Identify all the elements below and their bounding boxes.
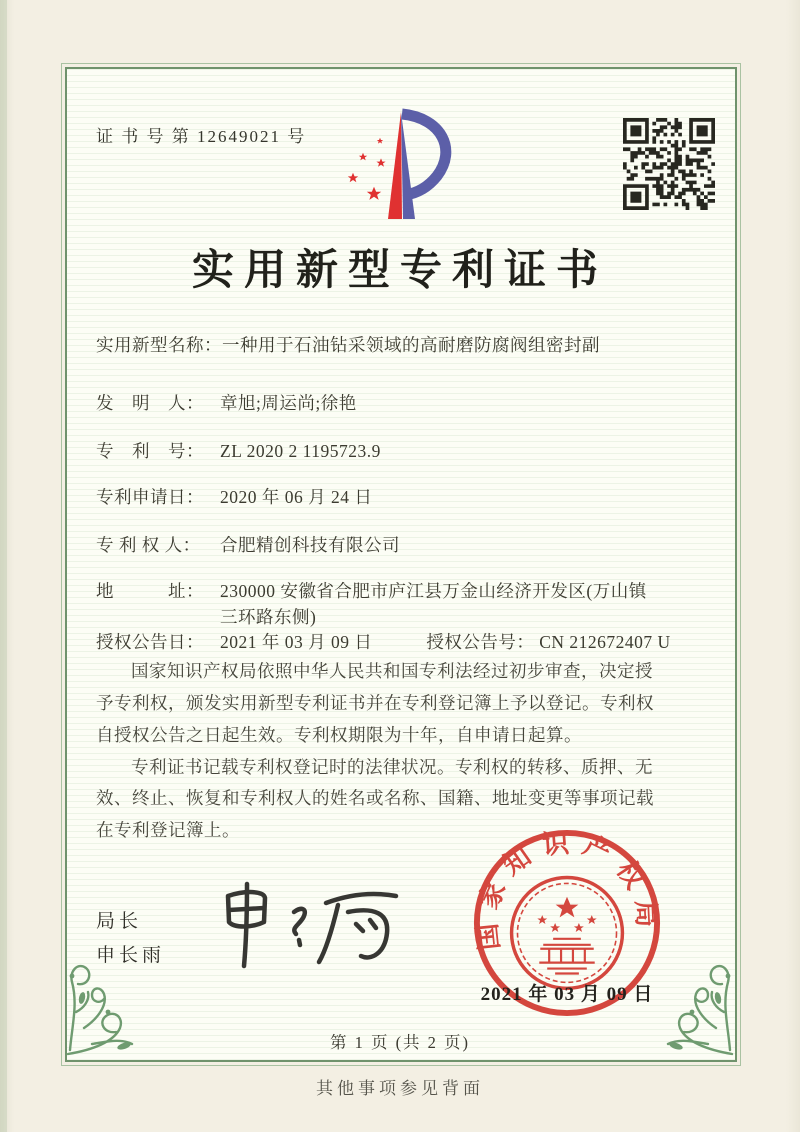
page-number: 第 1 页 (共 2 页)	[329, 1033, 471, 1052]
handwritten-signature	[198, 872, 423, 980]
certificate-title: 实用新型专利证书	[191, 248, 608, 294]
field-label: 授权公告日：	[96, 632, 204, 652]
back-note: 其他事项参见背面	[316, 1079, 484, 1098]
legal-paragraph-1: 国家知识产权局依照中华人民共和国专利法经过初步审查，决定授予专利权，颁发实用新型专利证书并在专利登记簿上予以登记。专利权自授权公告之日起生效。专利权期限为十年，自申请日起算。	[96, 661, 654, 745]
field-grant-number	[426, 629, 670, 655]
seal-date: 2021 年 03 月 09 日	[480, 984, 654, 1005]
field-value: 章旭;周运尚;徐艳	[220, 393, 357, 413]
field-grant-date	[96, 629, 372, 655]
field-value: 一种用于石油钻采领域的高耐磨防腐阀组密封副	[222, 335, 600, 355]
qr-code	[623, 118, 715, 210]
field-value: CN 212672407 U	[539, 632, 671, 652]
field-value: 2021 年 03 月 09 日	[220, 632, 373, 652]
national-emblem-icon	[512, 877, 623, 988]
field-label: 专 利 权 人：	[96, 535, 201, 555]
field-filing-date	[96, 484, 671, 510]
field-label: 实用新型名称：	[96, 335, 222, 355]
field-value: ZL 2020 2 1195723.9	[220, 441, 381, 461]
field-patent-number	[96, 438, 671, 464]
field-label: 发 明 人：	[96, 393, 204, 413]
signer-name: 申长雨	[96, 945, 166, 966]
field-value: 合肥精创科技有限公司	[220, 535, 400, 555]
field-value: 2020 年 06 月 24 日	[220, 487, 373, 507]
field-label: 地 址：	[96, 581, 204, 601]
field-inventors	[96, 390, 671, 416]
field-label: 授权公告号：	[426, 632, 535, 652]
field-patentee	[96, 532, 671, 558]
field-value: 230000 安徽省合肥市庐江县万金山经济开发区(万山镇三环路东侧)	[220, 581, 647, 628]
cnipa-logo-icon	[344, 106, 466, 230]
field-label: 专利申请日：	[96, 487, 204, 507]
svg-text:国家知识产权局	[471, 827, 663, 951]
field-label: 专 利 号：	[96, 441, 204, 461]
legal-paragraph-2: 专利证书记载专利权登记时的法律状况。专利权的转移、质押、无效、终止、恢复和专利权人的姓名或名称、国籍、地址变更等事项记载在专利登记簿上。	[96, 756, 654, 841]
field-grant-row	[96, 629, 671, 655]
seal-ring-text: 国家知识产权局	[470, 827, 663, 952]
legal-text	[96, 656, 664, 847]
certificate-number: 证 书 号 第 12649021 号	[96, 127, 307, 146]
field-utility-model-name	[96, 332, 671, 358]
scan-edge	[0, 0, 7, 1132]
field-address	[96, 578, 671, 631]
signer-title: 局长	[96, 911, 143, 932]
